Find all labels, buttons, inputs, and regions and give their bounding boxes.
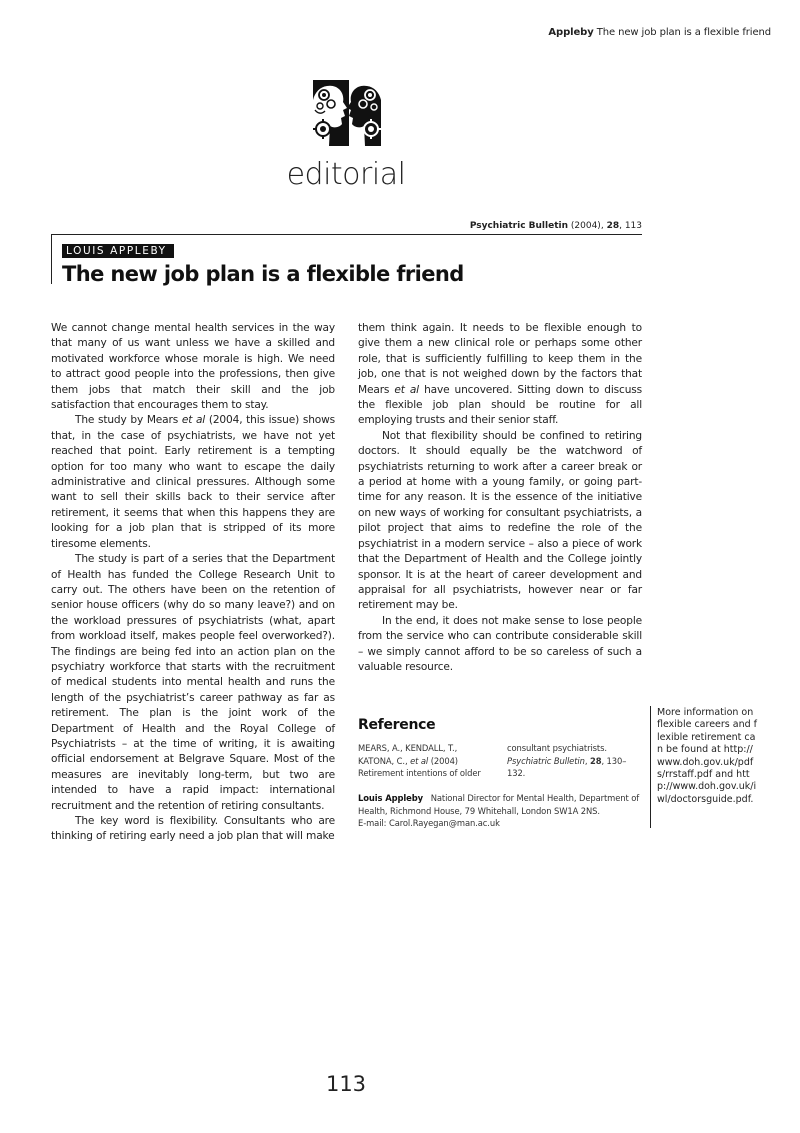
article-title: The new job plan is a flexible friend (62, 262, 464, 286)
author-tag: LOUIS APPLEBY (62, 244, 174, 258)
journal-citation (470, 221, 642, 231)
citation-year: (2004), (570, 221, 604, 231)
running-head-author: Appleby (548, 27, 594, 38)
citation-pages: , 113 (619, 221, 642, 231)
author-note-name: Louis Appleby (358, 793, 424, 803)
running-head-title: The new job plan is a flexible friend (596, 27, 771, 38)
body-column-middle (358, 321, 642, 675)
editorial-heads-logo (313, 80, 381, 146)
header-rule-left (51, 234, 52, 284)
side-note: More information on flexible careers and flexible retirement can be found at http://www.doh.gov.uk/pdfs/rrstaff.pdf and http://www.doh.gov.uk/iwl/doctorsguide.pdf. (657, 707, 758, 805)
author-note-address: National Director for Mental Health, Department of Health, Richmond House, 79 Whitehall, London SW1A 2NS. (358, 793, 640, 816)
reference-journal: Psychiatric Bulletin (507, 755, 585, 766)
reference-authors: MEARS, A., KENDALL, T., KATONA, C., (358, 743, 458, 766)
header-rule (51, 234, 642, 235)
paragraph: We cannot change mental health services in the way that many of us want unless we have a skilled and motivated workforce whose morale is high. We need to attract good people into the professions, then give them jobs that match their skill and the job satisfaction that encourages them to stay. (51, 322, 335, 412)
paragraph: The study is part of a series that the Department of Health has funded the College Research Unit to carry out. The others have been on the retention of senior house officers (why do so many leave?) and on the workload pressures of psychiatrists (what, apart from workload itself, makes people feel overworked?). The findings are being fed into an action plan on the psychiatry workforce that starts with the recruitment of medical students into mental health and runs the length of the psychiatrist’s career pathway as far as retirement. The plan is the joint work of the Department of Health and the Royal College of Psychiatrists – at the time of writing, it is awaiting official endorsement at Belgrave Square. Most of the measures are inevitably long-term, but two are intended to have a rapid impact: international recruitment and the retention of retiring consultants. (51, 553, 335, 812)
body-column-left (51, 321, 335, 845)
section-title: editorial (286, 157, 406, 192)
side-note-rule (650, 706, 651, 828)
author-note-email[interactable]: E-mail: Carol.Rayegan@man.ac.uk (358, 818, 500, 828)
reference-year-title: (2004) Retirement intentions of older consultant psychiatrists. (358, 743, 607, 778)
paragraph: them think again. It needs to be flexible enough to give them a new clinical role or perhaps some other role, that is sufficiently fulfilling to keep them in the job, one that is not weighed down by the factors that Mears et al have uncovered. Sitting down to discuss the flexible job plan should be routine for all employing trusts and their senior staff. (358, 322, 643, 427)
paragraph: The key word is flexibility. Consultants who are thinking of retiring early need a job plan that will make (51, 815, 335, 843)
author-note (358, 792, 642, 830)
running-head (548, 27, 771, 38)
page-number: 113 (325, 1072, 367, 1096)
citation-volume: 28 (606, 221, 620, 231)
paragraph: In the end, it does not make sense to lose people from the service who can contribute considerable skill – we simply cannot afford to be so careless of such a valuable resource. (358, 614, 642, 673)
paragraph: The study by Mears et al (2004, this issue) shows that, in the case of psychiatrists, we have not yet reached that point. Early retirement is a tempting option for too many who want to escape the daily administrative and clinical pressures. Although some want to sell their skills back to their service after retirement, it seems that when this happens they are looking for a job plan that is stripped of its more tiresome elements. (51, 414, 335, 550)
reference-pages: , 130–132. (507, 755, 627, 778)
reference-entry: MEARS, A., KENDALL, T., KATONA, C., et al (2004) Retirement intentions of older consultant psychiatrists. Psychiatric Bulletin, 28, 130–132. (358, 743, 627, 778)
reference-volume: 28 (589, 755, 602, 766)
citation-journal: Psychiatric Bulletin (469, 221, 569, 231)
reference-heading: Reference (358, 717, 436, 733)
paragraph: Not that flexibility should be confined to retiring doctors. It should equally be the watchword of psychiatrists returning to work after a career break or a period at home with a young family, or going part-time for any reason. It is the essence of the initiative on new ways of working for consultant psychiatrists, a pilot project that aims to redefine the role of the psychiatrist in a modern service – also a piece of work that the Department of Health and the College jointly sponsor. It is at the heart of career development and appraisal for all psychiatrists, however near or far retirement may be. (358, 429, 642, 612)
